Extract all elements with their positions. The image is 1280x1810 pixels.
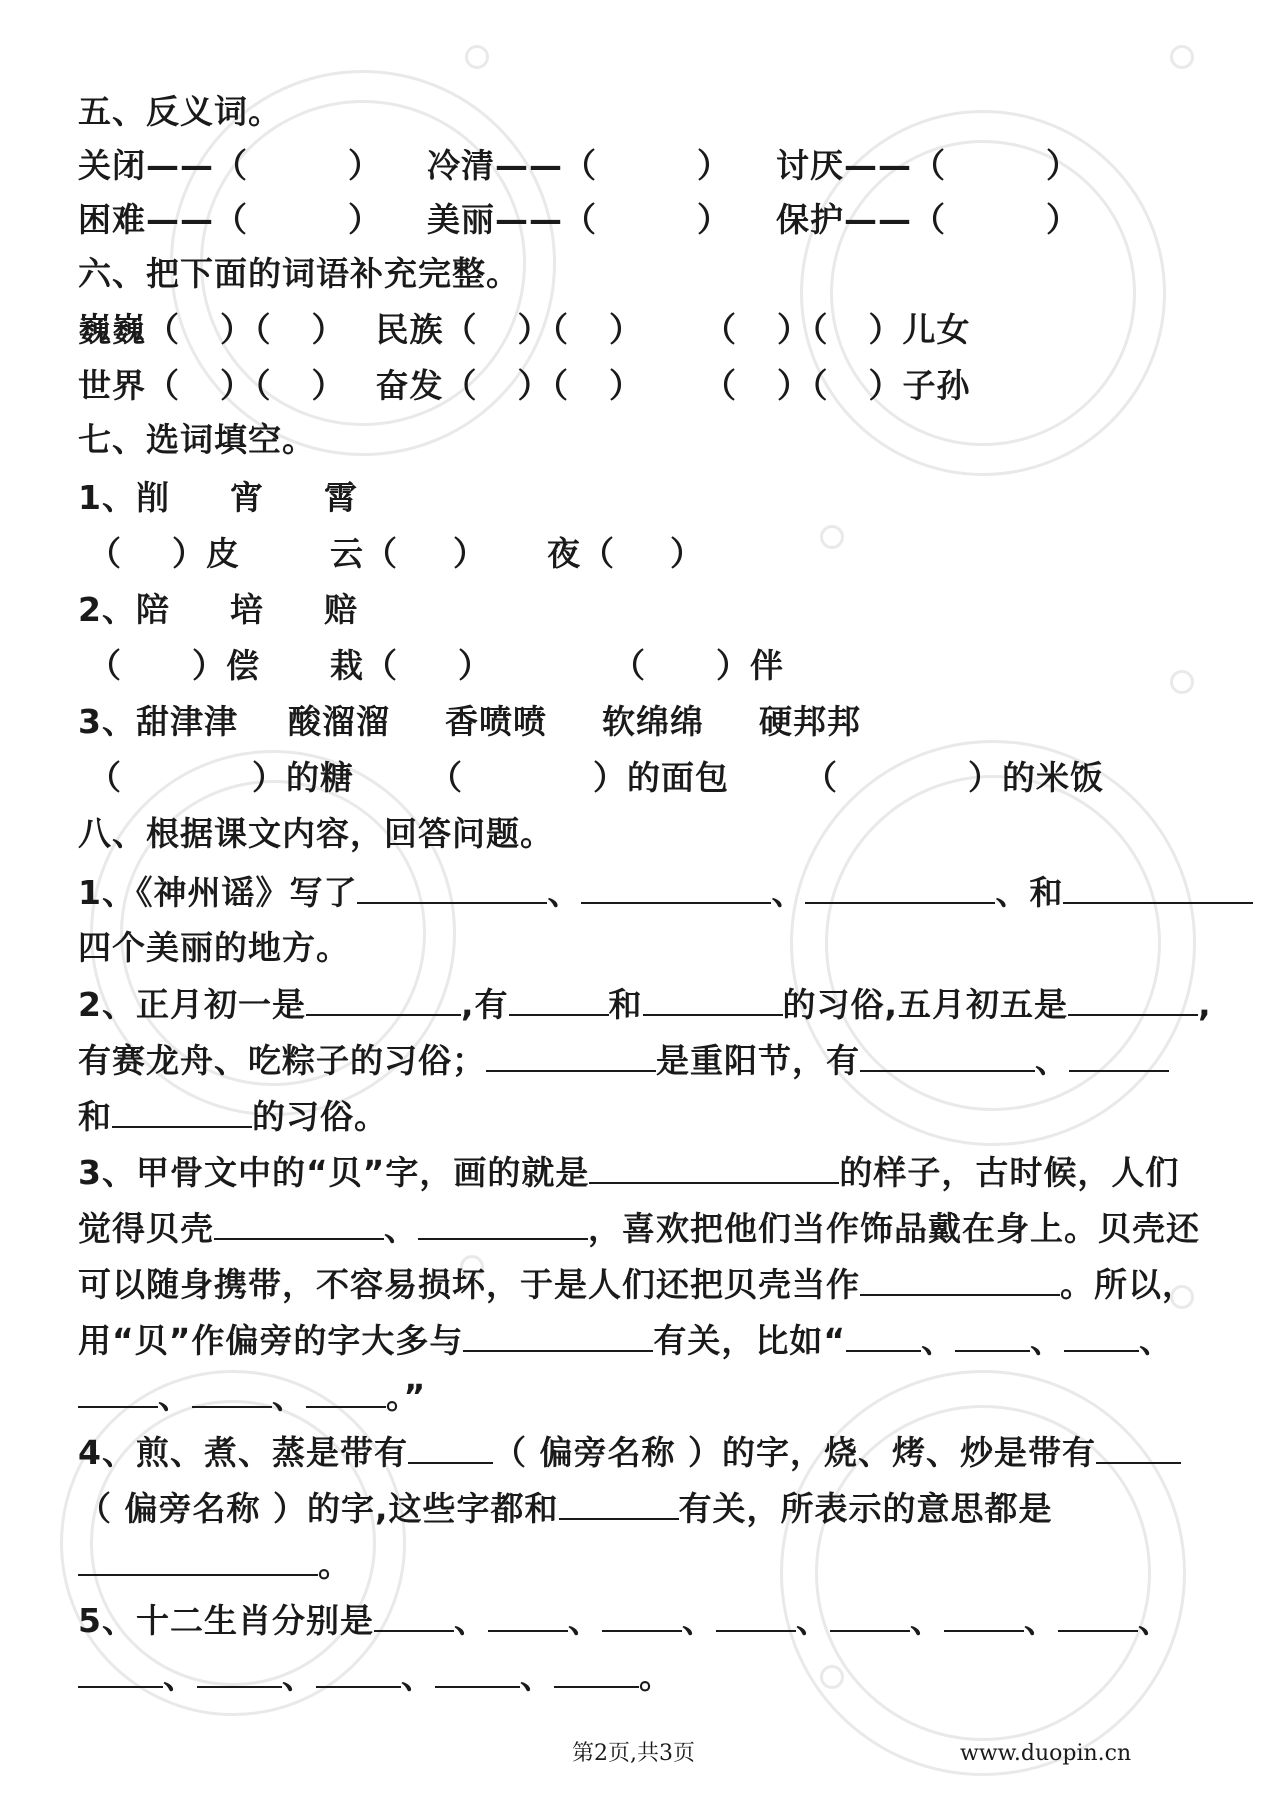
q8-1-line-2: 四个美丽的地方。	[78, 928, 350, 967]
answer-blank[interactable]	[509, 984, 609, 1016]
answer-blank[interactable]	[860, 1040, 1035, 1072]
answer-blank[interactable]	[860, 1264, 1060, 1296]
answer-blank[interactable]	[78, 1376, 158, 1408]
q8-5-line-2: 、 、 、 、 。	[78, 1656, 673, 1697]
answer-blank[interactable]	[944, 1600, 1024, 1632]
answer-blank[interactable]	[418, 1208, 588, 1240]
choice-blanks-3: （ ）的糖 （ ）的面包 （ ）的米饭	[88, 758, 1104, 797]
q8-1-line-1: 1、《神州谣》写了 、 、 、和	[78, 872, 1253, 913]
watermark-dot	[820, 525, 844, 549]
answer-blank[interactable]	[357, 872, 547, 904]
choice-blanks-2: （ ）偿 栽（ ） （ ）伴	[88, 646, 784, 685]
choice-words-1: 1、削 宵 霄	[78, 478, 358, 517]
q8-3-line-2: 觉得贝壳 、 ，喜欢把他们当作饰品戴在身上。贝壳还	[78, 1209, 1200, 1248]
antonym-item: 保护——（	[776, 200, 946, 239]
q8-3-line-3: 可以随身携带，不容易损坏，于是人们还把贝壳当作 。所以，	[78, 1265, 1196, 1304]
answer-blank[interactable]	[306, 984, 461, 1016]
answer-blank[interactable]	[846, 1320, 921, 1352]
answer-blank[interactable]	[559, 1488, 679, 1520]
choice-blanks-1: （ ）皮 云（ ） 夜（ ）	[88, 534, 704, 573]
answer-blank[interactable]	[805, 872, 995, 904]
antonym-item: 困难——（	[78, 200, 248, 239]
q8-2-line-3: 和 的习俗。	[78, 1097, 388, 1136]
answer-blank[interactable]	[488, 1600, 568, 1632]
answer-blank[interactable]	[408, 1432, 493, 1464]
answer-blank[interactable]	[1058, 1600, 1138, 1632]
choice-words-3: 3、甜津津 酸溜溜 香喷喷 软绵绵 硬邦邦	[78, 702, 861, 741]
answer-blank[interactable]	[1069, 1040, 1169, 1072]
answer-blank[interactable]	[435, 1656, 520, 1688]
watermark-dot	[820, 1665, 844, 1689]
phrase-row-1: 巍巍（ ）（ ） 民族（ ）（ ） （ ）（ ）儿女	[78, 310, 971, 349]
answer-blank[interactable]	[306, 1376, 386, 1408]
answer-blank[interactable]	[1063, 872, 1253, 904]
answer-blank[interactable]	[486, 1040, 656, 1072]
answer-blank[interactable]	[1068, 984, 1198, 1016]
site-url: www.duopin.cn	[960, 1741, 1132, 1766]
section-8-title: 八、根据课文内容，回答问题。	[78, 814, 554, 853]
phrase-row-2: 世界（ ）（ ） 奋发（ ）（ ） （ ）（ ）子孙	[78, 366, 971, 405]
answer-blank[interactable]	[830, 1600, 910, 1632]
answer-blank[interactable]	[1096, 1432, 1181, 1464]
answer-blank[interactable]	[78, 1656, 163, 1688]
antonym-item: 冷清——（	[427, 146, 597, 185]
answer-blank[interactable]	[78, 1544, 318, 1576]
answer-blank[interactable]	[643, 984, 783, 1016]
section-6-title: 六、把下面的词语补充完整。	[78, 254, 520, 293]
answer-blank[interactable]	[374, 1600, 454, 1632]
answer-blank[interactable]	[955, 1320, 1030, 1352]
q8-3-line-5: 、 、 。”	[78, 1376, 426, 1417]
answer-blank[interactable]	[112, 1096, 252, 1128]
answer-blank[interactable]	[197, 1656, 282, 1688]
q8-4-line-3: 。	[78, 1544, 352, 1585]
q8-4-line-1: 4、煎、煮、蒸是带有 （ 偏旁名称 ）的字，烧、烤、炒是带有	[78, 1432, 1181, 1473]
q8-3-line-4: 用“贝”作偏旁的字大多与 有关，比如“ 、 、 、	[78, 1321, 1174, 1360]
antonym-item: 关闭——（	[78, 146, 248, 185]
section-5-title: 五、反义词。	[78, 92, 282, 131]
q8-5-line-1: 5、十二生肖分别是 、 、 、 、 、 、 、	[78, 1601, 1172, 1640]
antonym-row-2: 困难——（ ） 美丽——（ ） 保护——（ ）	[78, 200, 1080, 239]
q8-4-line-2: （ 偏旁名称 ）的字,这些字都和 有关，所表示的意思都是	[78, 1489, 1053, 1528]
choice-words-2: 2、陪 培 赔	[78, 590, 358, 629]
antonym-row-1: 关闭——（ ） 冷清——（ ） 讨厌——（ ）	[78, 146, 1080, 185]
antonym-item: 美丽——（	[427, 200, 597, 239]
answer-blank[interactable]	[192, 1376, 272, 1408]
q8-2-line-2: 有赛龙舟、吃粽子的习俗； 是重阳节，有 、	[78, 1040, 1169, 1081]
answer-blank[interactable]	[602, 1600, 682, 1632]
answer-blank[interactable]	[589, 1152, 839, 1184]
page-number: 第2页,共3页	[572, 1741, 695, 1766]
antonym-item: 讨厌——（	[776, 146, 946, 185]
answer-blank[interactable]	[316, 1656, 401, 1688]
answer-blank[interactable]	[716, 1600, 796, 1632]
q8-2-line-1: 2、正月初一是 ,有 和 的习俗,五月初五是 ,	[78, 985, 1212, 1024]
answer-blank[interactable]	[214, 1208, 384, 1240]
answer-blank[interactable]	[554, 1656, 639, 1688]
watermark-dot	[1170, 670, 1194, 694]
answer-blank[interactable]	[463, 1320, 653, 1352]
answer-blank[interactable]	[581, 872, 771, 904]
watermark-dot	[465, 45, 489, 69]
section-7-title: 七、选词填空。	[78, 420, 316, 459]
answer-blank[interactable]	[1064, 1320, 1139, 1352]
q8-3-line-1: 3、甲骨文中的“贝”字，画的就是 的样子，古时候，人们	[78, 1153, 1180, 1192]
watermark-dot	[1170, 45, 1194, 69]
